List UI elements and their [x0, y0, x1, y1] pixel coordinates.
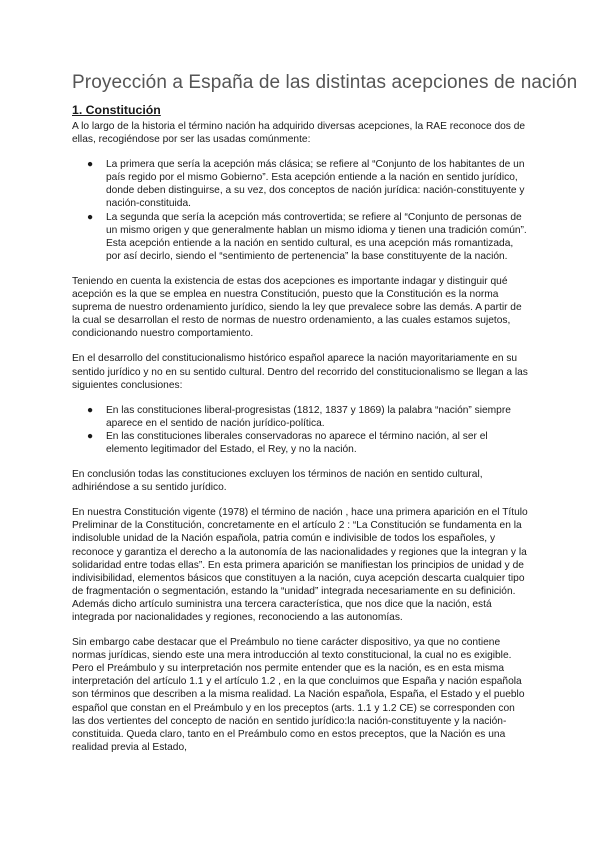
page-title: Proyección a España de las distintas acepciones de nación	[72, 72, 578, 93]
list-item	[87, 211, 528, 263]
bullet-icon: ●	[87, 159, 94, 171]
paragraph: En conclusión todas las constituciones excluyen los términos de nación en sentido cultural, adhiriéndose a su sentido jurídico.	[72, 469, 483, 494]
paragraph: En el desarrollo del constitucionalismo histórico español aparece la nación mayoritariamente en su sentido jurídico y no en su sentido cultural. Dentro del recorrido del constitucionalismo se llegan a las siguientes conclusiones:	[72, 353, 528, 391]
paragraph: Teniendo en cuenta la existencia de estas dos acepciones es importante indagar y distinguir qué acepción es la que se emplea en nuestra Constitución, puesto que la Constitución es la norma suprema de nuestro ordenamiento jurídico, siendo la ley que prevalece sobre las demás. A partir de la cual se desarrollan el resto de normas de nuestro ordenamiento, a las cuales estamos sujetos, condicionando nuestro comportamiento.	[72, 275, 522, 340]
bullet-icon: ●	[87, 404, 94, 416]
list-item-text: En las constituciones liberales conservadoras no aparece el término nación, al ser el elemento legitimador del Estado, el Rey, y no la nación.	[106, 430, 488, 455]
list-item-text: En las constituciones liberal-progresistas (1812, 1837 y 1869) la palabra “nación” siempre aparece en el sentido de nación jurídico-política.	[106, 404, 511, 429]
bullet-icon: ●	[87, 430, 94, 442]
paragraph: En nuestra Constitución vigente (1978) el término de nación , hace una primera aparición en el Título Preliminar de la Constitución, concretamente en el artículo 2 : “La Constitución se fundamenta en la indisoluble unidad de la Nación española, patria común e indivisible de todos los españoles, y reconoce y garantiza el derecho a la autonomía de las nacionalidades y regiones que la integran y la solidaridad entre todas ellas”. En esta primera aparición se manifiestan los principios de unidad y de indivisibilidad, elementos básicos que constituyen a la nación, cuya acepción descarta cualquier tipo de fragmentación o segmentación, estando la “unidad” integrada necesariamente en su definición. Además dicho artículo suministra una tercera característica, que nos dice que la nación, está integrada por nacionalidades y regiones, reconociendo a las autonomías.	[72, 507, 528, 623]
list-item	[87, 404, 528, 430]
intro-paragraph: A lo largo de la historia el término nación ha adquirido diversas acepciones, la RAE reconoce dos de ellas, recogiéndose por ser las usadas comúnmente:	[72, 121, 526, 146]
conclusions-list	[72, 404, 528, 456]
list-item	[87, 158, 528, 210]
paragraph: Sin embargo cabe destacar que el Preámbulo no tiene carácter dispositivo, ya que no contiene normas jurídicas, siendo este una mera introducción al texto constitucional, la cual no es exigible. Pero el Preámbulo y su interpretación nos permite entender que es la nación, es en esta misma interpretación del artículo 1.1 y el artículo 1.2 , en la que concluimos que España y nación española son términos que describen a la misma realidad. La Nación española, España, el Estado y el pueblo español que constan en el Preámbulo y en los preceptos (arts. 1.1 y 1.2 CE) se corresponden con las dos vertientes del concepto de nación en sentido jurídico:la nación-constituyente y la nación-constituida. Queda claro, tanto en el Preámbulo como en estos preceptos, que la Nación es una realidad previa al Estado,	[72, 637, 525, 753]
list-item	[87, 430, 528, 456]
bullet-icon: ●	[87, 211, 94, 223]
section-heading: 1. Constitución	[72, 103, 161, 117]
definitions-list	[72, 158, 528, 263]
list-item-text: La segunda que sería la acepción más controvertida; se refiere al “Conjunto de personas de un mismo origen y que generalmente hablan un mismo idioma y tienen una tradición común”. Esta acepción entiende a la nación en sentido cultural, es una acepción más romantizada, por así decirlo, siendo el “sentimiento de pertenencia” la base constituyente de la nación.	[106, 211, 527, 262]
list-item-text: La primera que sería la acepción más clásica; se refiere al “Conjunto de los habitantes de un país regido por el mismo Gobierno”. Esta acepción entiende a la nación en sentido jurídico, donde deben distinguirse, a su vez, dos conceptos de nación jurídica: nación-constituyente y nación-constituida.	[106, 159, 525, 210]
